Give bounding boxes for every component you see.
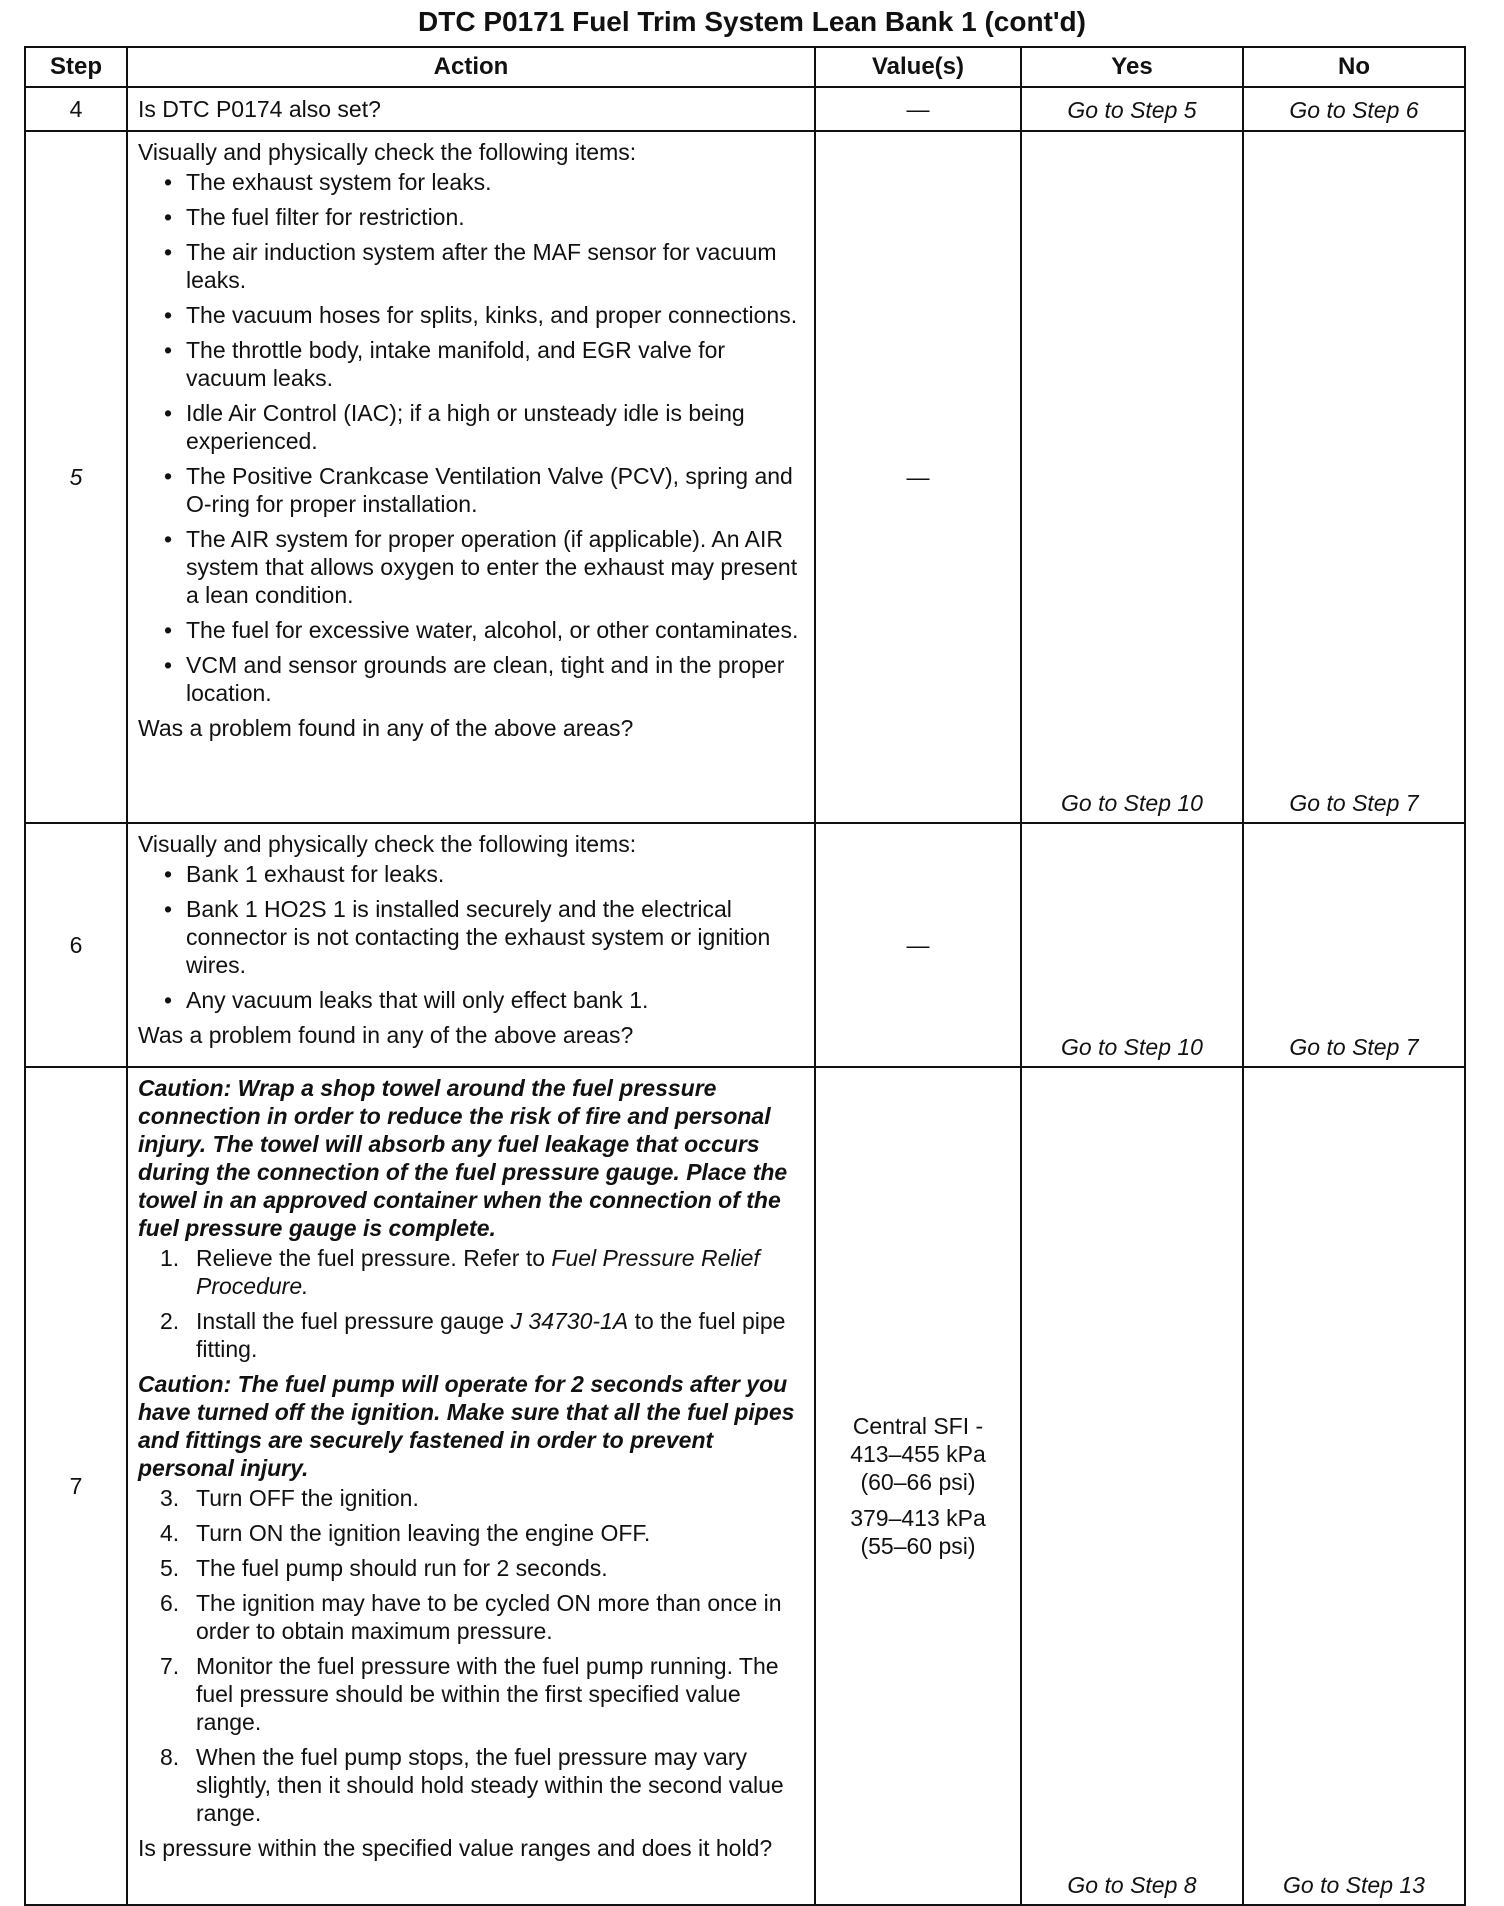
item-text: Relieve the fuel pressure. Refer to bbox=[196, 1245, 552, 1271]
table-row-step-6 bbox=[25, 823, 1465, 1067]
header-action: Action bbox=[127, 47, 815, 87]
diagnostic-table bbox=[24, 46, 1466, 1906]
value-range-kpa: 379–413 kPa bbox=[850, 1505, 986, 1531]
list-item: • Bank 1 exhaust for leaks. bbox=[186, 860, 806, 888]
value-system-label: Central SFI - bbox=[852, 1413, 984, 1439]
item-number: 6. bbox=[160, 1590, 180, 1616]
table-row-step-7 bbox=[25, 1067, 1465, 1905]
step-question: Was a problem found in any of the above areas? bbox=[138, 1022, 634, 1048]
step-number: 6 bbox=[25, 823, 127, 1067]
step-number: 5 bbox=[25, 131, 127, 823]
action-cell bbox=[127, 1067, 815, 1905]
item-text: Turn ON the ignition leaving the engine OFF. bbox=[196, 1520, 651, 1546]
value-cell bbox=[815, 1067, 1021, 1905]
list-item: • The AIR system for proper operation (if applicable). An AIR system that allows oxygen to enter the exhaust may present a lean condition. bbox=[186, 525, 806, 609]
no-cell: Go to Step 6 bbox=[1243, 87, 1465, 131]
item-text: When the fuel pump stops, the fuel pressure may vary slightly, then it should hold steady within the second value range. bbox=[196, 1744, 784, 1826]
item-number: 3. bbox=[160, 1485, 180, 1511]
header-no: No bbox=[1243, 47, 1465, 87]
value-cell: — bbox=[815, 823, 1021, 1067]
table-header-row bbox=[25, 47, 1465, 87]
list-item bbox=[160, 1652, 806, 1736]
list-item bbox=[160, 1244, 806, 1300]
value-cell: — bbox=[815, 131, 1021, 823]
value-cell: — bbox=[815, 87, 1021, 131]
header-step: Step bbox=[25, 47, 127, 87]
caution-fuel-towel: Caution: Wrap a shop towel around the fuel pressure connection in order to reduce the risk of fire and personal injury. The towel will absorb any fuel leakage that occurs during the connection of the fuel pressure gauge. Place the towel in an approved container when the connection of the fuel pressure gauge is complete. bbox=[138, 1075, 788, 1241]
list-item: • Any vacuum leaks that will only effect bank 1. bbox=[186, 986, 806, 1014]
step-number: 7 bbox=[25, 1067, 127, 1905]
list-item: • VCM and sensor grounds are clean, tight and in the proper location. bbox=[186, 651, 806, 707]
value-range-psi: (60–66 psi) bbox=[860, 1469, 976, 1495]
step-number: 4 bbox=[25, 87, 127, 131]
step-question: Is pressure within the specified value ranges and does it hold? bbox=[138, 1835, 773, 1861]
check-list bbox=[138, 860, 806, 1014]
yes-cell: Go to Step 5 bbox=[1021, 87, 1243, 131]
table-row-step-5 bbox=[25, 131, 1465, 823]
step-question: Was a problem found in any of the above areas? bbox=[138, 715, 634, 741]
list-item: • The throttle body, intake manifold, and EGR valve for vacuum leaks. bbox=[186, 336, 806, 392]
item-text: Install the fuel pressure gauge bbox=[196, 1308, 511, 1334]
list-item bbox=[160, 1519, 806, 1547]
action-cell bbox=[127, 823, 815, 1067]
yes-cell: Go to Step 10 bbox=[1021, 823, 1243, 1067]
procedure-reference: Fuel Pressure Relief Procedure. bbox=[196, 1245, 760, 1299]
check-list bbox=[138, 168, 806, 707]
table-row-step-4 bbox=[25, 87, 1465, 131]
value-range-psi: (55–60 psi) bbox=[860, 1533, 976, 1559]
yes-cell: Go to Step 10 bbox=[1021, 131, 1243, 823]
step-question: Is DTC P0174 also set? bbox=[138, 96, 381, 122]
tool-reference: J 34730-1A bbox=[510, 1308, 629, 1334]
check-intro: Visually and physically check the following items: bbox=[138, 831, 637, 857]
item-number: 5. bbox=[160, 1555, 180, 1581]
list-item: • The vacuum hoses for splits, kinks, and proper connections. bbox=[186, 301, 806, 329]
item-text: to the fuel pipe fitting. bbox=[196, 1308, 786, 1362]
list-item: • Idle Air Control (IAC); if a high or unsteady idle is being experienced. bbox=[186, 399, 806, 455]
item-text: The fuel pump should run for 2 seconds. bbox=[196, 1555, 608, 1581]
list-item bbox=[160, 1589, 806, 1645]
list-item: • The air induction system after the MAF sensor for vacuum leaks. bbox=[186, 238, 806, 294]
item-number: 2. bbox=[160, 1308, 180, 1334]
item-number: 8. bbox=[160, 1744, 180, 1770]
item-text: Turn OFF the ignition. bbox=[196, 1485, 419, 1511]
check-intro: Visually and physically check the following items: bbox=[138, 139, 637, 165]
no-cell: Go to Step 7 bbox=[1243, 823, 1465, 1067]
header-yes: Yes bbox=[1021, 47, 1243, 87]
list-item: • The fuel for excessive water, alcohol, or other contaminates. bbox=[186, 616, 806, 644]
yes-cell: Go to Step 8 bbox=[1021, 1067, 1243, 1905]
item-number: 1. bbox=[160, 1245, 180, 1271]
item-text: The ignition may have to be cycled ON more than once in order to obtain maximum pressure. bbox=[196, 1590, 782, 1644]
item-text: Monitor the fuel pressure with the fuel pump running. The fuel pressure should be within the first specified value range. bbox=[196, 1653, 779, 1735]
list-item bbox=[160, 1307, 806, 1363]
procedure-list bbox=[138, 1244, 806, 1363]
action-cell bbox=[127, 87, 815, 131]
list-item: • The exhaust system for leaks. bbox=[186, 168, 806, 196]
list-item bbox=[160, 1554, 806, 1582]
list-item: • The fuel filter for restriction. bbox=[186, 203, 806, 231]
list-item bbox=[160, 1484, 806, 1512]
header-values: Value(s) bbox=[815, 47, 1021, 87]
list-item: • Bank 1 HO2S 1 is installed securely and the electrical connector is not contacting the exhaust system or ignition wires. bbox=[186, 895, 806, 979]
item-number: 7. bbox=[160, 1653, 180, 1679]
no-cell: Go to Step 13 bbox=[1243, 1067, 1465, 1905]
caution-fuel-pump: Caution: The fuel pump will operate for 2 seconds after you have turned off the ignition. Make sure that all the fuel pipes and fittings are securely fastened in order to prevent personal injury. bbox=[138, 1371, 795, 1481]
value-range-kpa: 413–455 kPa bbox=[850, 1441, 986, 1467]
no-cell: Go to Step 7 bbox=[1243, 131, 1465, 823]
action-cell bbox=[127, 131, 815, 823]
item-number: 4. bbox=[160, 1520, 180, 1546]
procedure-list bbox=[138, 1484, 806, 1827]
list-item: • The Positive Crankcase Ventilation Valve (PCV), spring and O-ring for proper installation. bbox=[186, 462, 806, 518]
list-item bbox=[160, 1743, 806, 1827]
page-title: DTC P0171 Fuel Trim System Lean Bank 1 (cont'd) bbox=[418, 6, 1086, 37]
